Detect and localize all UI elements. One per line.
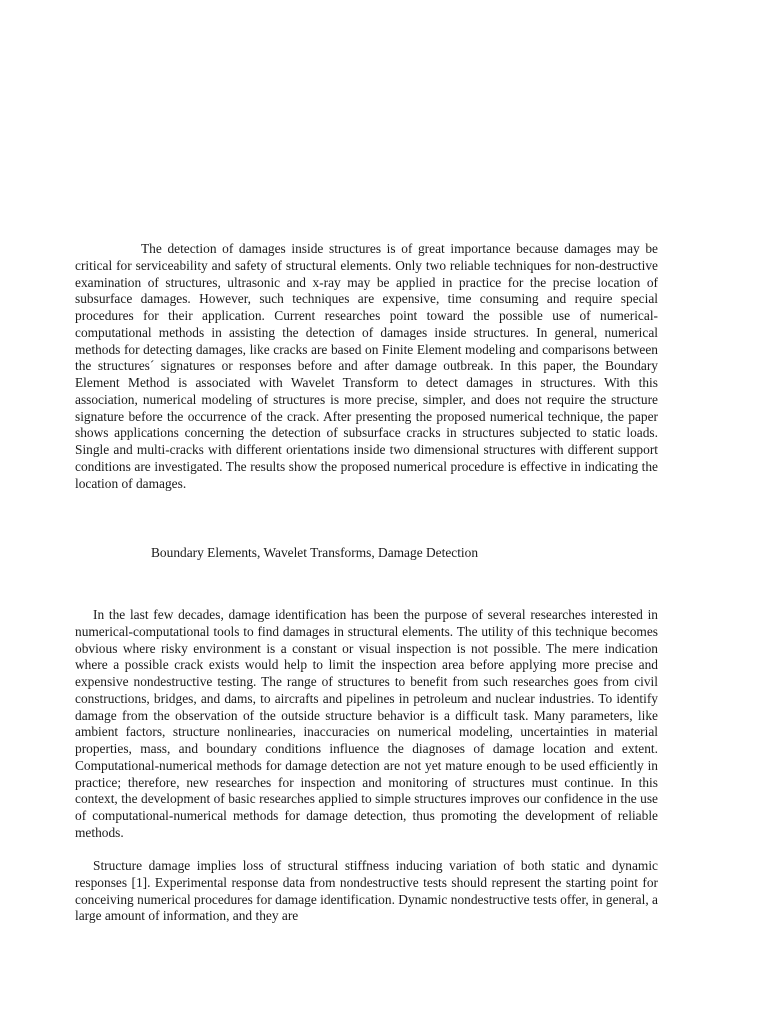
introduction-paragraph-2: Structure damage implies loss of structural stiffness inducing variation of both static and dynamic responses [1]. Experimental response data from nondestructive tests should represent the starting point for conceiving numerical procedures for damage identification. Dynamic nondestructive tests offer, in general, a large amount of information, and they are (75, 858, 658, 924)
abstract-paragraph: The detection of damages inside structures is of great importance because damages may be critical for serviceability and safety of structural elements. Only two reliable techniques for non-destructive examination of structures, ultrasonic and x-ray may be applied in practice for the precise location of subsurface damages. However, such techniques are expensive, time consuming and require special procedures for their application. Current researches point toward the possible use of numerical-computational methods in assisting the detection of damages inside structures. In general, numerical methods for detecting damages, like cracks are based on Finite Element modeling and comparisons between the structures´ signatures or responses before and after damage outbreak. In this paper, the Boundary Element Method is associated with Wavelet Transform to detect damages in structures. With this association, numerical modeling of structures is more precise, simpler, and does not require the structure signature before the occurrence of the crack. After presenting the proposed numerical technique, the paper shows applications concerning the detection of subsurface cracks in structures subjected to static loads. Single and multi-cracks with different orientations inside two dimensional structures with different support conditions are investigated. The results show the proposed numerical procedure is effective in indicating the location of damages. (75, 241, 658, 491)
introduction-paragraph-1: In the last few decades, damage identification has been the purpose of several researches interested in numerical-computational tools to find damages in structural elements. The utility of this technique becomes obvious where risky environment is a constant or visual inspection is not possible. The mere indication where a possible crack exists would help to limit the inspection area before applying more precise and expensive nondestructive testing. The range of structures to benefit from such researches goes from civil constructions, bridges, and dams, to aircrafts and pipelines in petroleum and nuclear industries. To identify damage from the observation of the outside structure behavior is a difficult task. Many parameters, like ambient factors, structure nonlinearies, inaccuracies on numerical modeling, uncertainties in material properties, mass, and boundary conditions influence the diagnoses of damage location and extent. Computational-numerical methods for damage detection are not yet mature enough to be used efficiently in practice; therefore, new researches for inspection and monitoring of structures must continue. In this context, the development of basic researches applied to simple structures improves our confidence in the use of computational-numerical methods for damage detection, thus promoting the development of reliable methods. (75, 607, 658, 840)
keywords-line: Boundary Elements, Wavelet Transforms, Damage Detection (151, 545, 479, 560)
